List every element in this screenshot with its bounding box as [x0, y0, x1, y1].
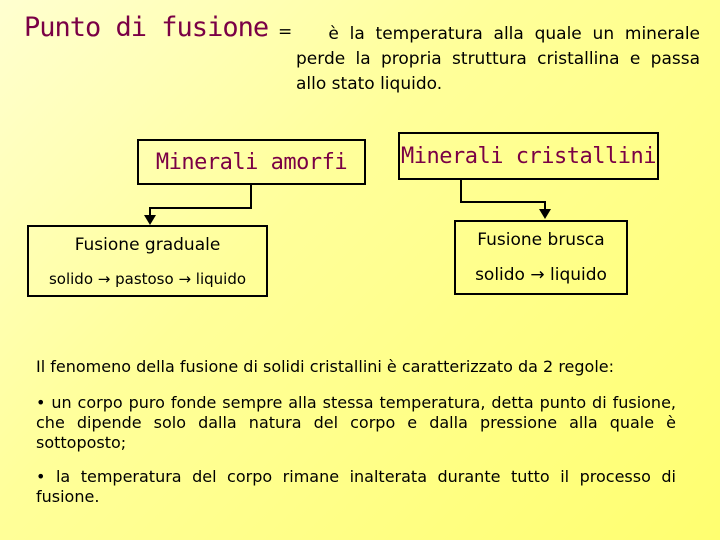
gradual-melting-label: Fusione graduale [74, 234, 221, 255]
rules-section [36, 357, 676, 507]
amorphous-connector-vertical [250, 185, 252, 209]
amorphous-connector-horizontal [149, 207, 252, 209]
gradual-melting-box [27, 225, 268, 297]
amorphous-sequence: solido → pastoso → liquido [48, 269, 247, 288]
rule-item: • la temperatura del corpo rimane inalterata durante tutto il processo di fusione. [36, 467, 676, 506]
crystalline-connector-horizontal [460, 201, 546, 203]
rules-intro: Il fenomeno della fusione di solidi cristallini è caratterizzato da 2 regole: [36, 357, 615, 376]
crystalline-heading-box [398, 132, 659, 180]
crystalline-connector-vertical [460, 180, 462, 203]
definition-body: è la temperatura alla quale un minerale perde la propria struttura cristallina e passa allo stato liquido. [296, 24, 700, 94]
crystalline-arrowhead-icon [538, 208, 552, 220]
page-title: Punto di fusione [24, 12, 269, 43]
crystalline-heading: Minerali cristallini [401, 143, 656, 169]
definition-equals: = [278, 22, 293, 42]
rule-item: • un corpo puro fonde sempre alla stessa temperatura, detta punto di fusione, che dipende solo dalla natura del corpo e dalla pressione alla quale è sottoposto; [36, 393, 676, 452]
amorphous-heading-box [137, 139, 366, 185]
definition-text [296, 22, 700, 97]
abrupt-melting-box [454, 220, 628, 295]
abrupt-melting-label: Fusione brusca [477, 229, 605, 250]
crystalline-sequence: solido → liquido [475, 265, 607, 286]
amorphous-heading: Minerali amorfi [155, 149, 348, 175]
